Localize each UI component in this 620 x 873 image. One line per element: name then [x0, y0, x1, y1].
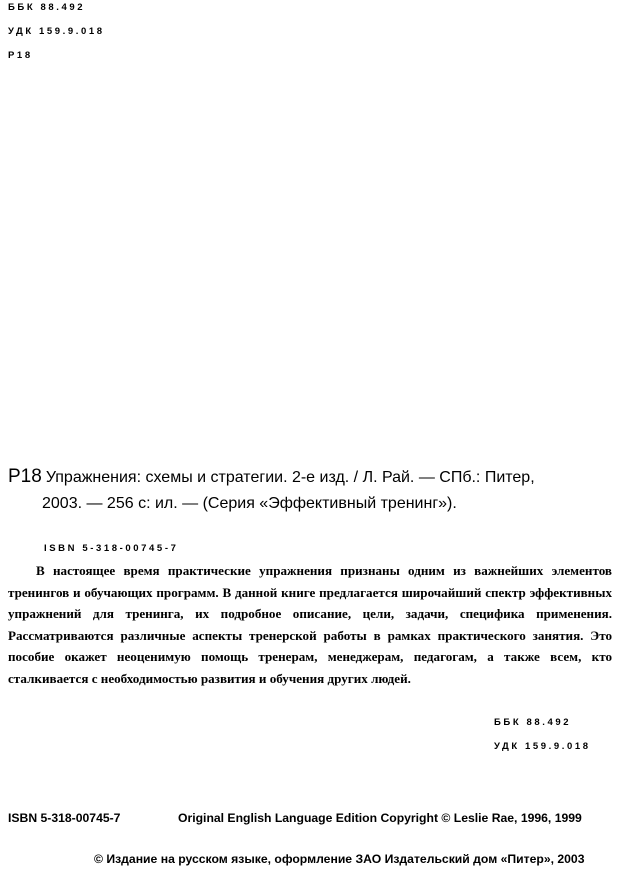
bibliographic-line-2: 2003. — 256 с: ил. — (Серия «Эффективный тренинг»). [42, 495, 457, 512]
bibliographic-line-1 [8, 464, 608, 491]
right-bbk-code: ББК 88.492 [494, 717, 572, 728]
bibliographic-title-text: Упражнения: схемы и стратегии. 2-е изд. / Л. Рай. — СПб.: Питер, [45, 469, 535, 486]
isbn-line: ISBN 5-318-00745-7 [44, 543, 179, 554]
right-udk-code: УДК 159.9.018 [494, 741, 591, 752]
top-author-mark: Р18 [8, 50, 33, 61]
footer-isbn: ISBN 5-318-00745-7 [8, 811, 121, 825]
top-bbk-code: ББК 88.492 [8, 2, 86, 13]
footer-original-copyright: Original English Language Edition Copyright © Leslie Rae, 1996, 1999 [178, 811, 582, 825]
bibliographic-author-mark: Р18 [8, 466, 42, 487]
footer-russian-copyright: © Издание на русском языке, оформление ЗАО Издательский дом «Питер», 2003 [94, 852, 585, 866]
annotation-text: В настоящее время практические упражнения признаны одним из важнейших элементов тренингов и обучающих программ. В данной книге предлагается широчайший спектр эффективных упражнений для тренинга, их подробное описание, цели, задачи, специфика применения. Рассматриваются различные аспекты тренерской работы в рамках практического занятия. Это пособие окажет неоценимую помощь тренерам, менеджерам, педагогам, а также всем, кто сталкивается с необходимостью развития и обучения других людей. [8, 563, 612, 686]
top-udk-code: УДК 159.9.018 [8, 26, 105, 37]
bibliographic-record [8, 464, 608, 517]
annotation [8, 560, 612, 690]
